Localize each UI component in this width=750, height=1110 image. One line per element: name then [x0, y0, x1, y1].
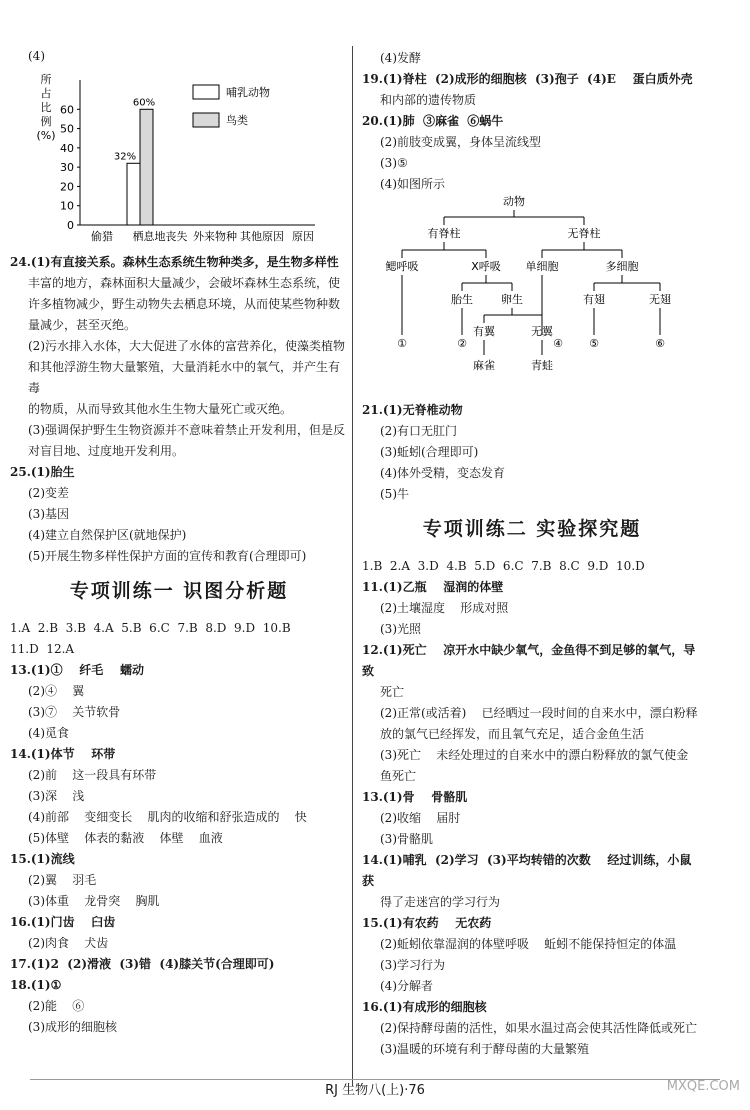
answer-line: 和其他浮游生物大量繁殖，大量消耗水中的氧气，并产生有毒 — [28, 360, 341, 395]
tree-node: X呼吸 — [471, 260, 501, 273]
page-footer: RJ 生物八(上)·76 — [325, 1082, 425, 1098]
answer-line: (3)体重 龙骨突 胸肌 — [28, 893, 160, 908]
answer-line: 13.(1)骨 骨骼肌 — [362, 789, 468, 804]
answer-line: 1.A 2.B 3.B 4.A 5.B 6.C 7.B 8.D 9.D 10.B — [10, 620, 291, 635]
answer-line: (5)开展生物多样性保护方面的宣传和教育(合理即可) — [28, 549, 307, 563]
data-label: 32% — [113, 151, 137, 163]
answer-line: 16.(1)门齿 臼齿 — [10, 914, 116, 929]
answer-line: (2)能 ⑥ — [28, 998, 85, 1013]
tree-node: 胎生 — [451, 293, 473, 306]
answer-line: 24.(1)有直接关系。森林生态系统生物种类多，是生物多样性 — [10, 255, 339, 269]
classification-tree — [362, 195, 702, 395]
answer-line: (3)深 浅 — [28, 788, 85, 803]
y-tick-label: 10 — [60, 199, 74, 213]
answer-line: (2)正常(或活着) 已经晒过一段时间的自来水中，漂白粉释 — [380, 705, 698, 720]
tree-node: 单细胞 — [525, 260, 559, 273]
answer-line: (3)强调保护野生生物资源并不意味着禁止开发利用，但是反 — [28, 423, 346, 437]
answer-line: (2)变差 — [28, 486, 69, 500]
answer-line: (4)体外受精，变态发育 — [380, 466, 505, 480]
data-label: 60% — [132, 97, 156, 109]
x-tick-label: 栖息地丧失 — [132, 230, 188, 243]
answer-line: (3)温暖的环境有利于酵母菌的大量繁殖 — [380, 1041, 589, 1056]
tree-leaf: ② — [457, 337, 467, 350]
answer-line: 13.(1)① 纤毛 蠕动 — [10, 662, 145, 677]
watermark: MXQE.COM — [666, 1078, 740, 1094]
answer-line: 25.(1)胎生 — [10, 465, 75, 479]
answer-line: 放的氯气已经挥发，而且氧气充足，适合金鱼生活 — [380, 726, 645, 741]
answer-line: 14.(1)体节 环带 — [10, 746, 116, 761]
tree-node: 有翼 — [473, 325, 495, 338]
answer-line: 17.(1)2 (2)滑液 (3)错 (4)膝关节(合理即可) — [10, 956, 275, 971]
y-tick-label: 40 — [60, 141, 74, 155]
bar-mammal — [127, 163, 140, 225]
answer-line: 的物质，从而导致其他水生生物大量死亡或灭绝。 — [28, 402, 293, 416]
answer-line: 对盲目地、过度地开发利用。 — [28, 444, 185, 458]
answer-line: (2)土壤湿度 形成对照 — [380, 600, 509, 615]
answer-line: (3)骨骼肌 — [380, 831, 433, 846]
answer-line: (4)分解者 — [380, 978, 433, 993]
legend-swatch-mammal — [193, 85, 219, 99]
answer-line: (2)翼 羽毛 — [28, 872, 97, 887]
answer-line: (2)保持酵母菌的活性，如果水温过高会使其活性降低或死亡 — [380, 1020, 698, 1035]
legend-label: 鸟类 — [226, 114, 248, 127]
tree-root: 动物 — [503, 195, 525, 208]
answer-line: (4)觅食 — [28, 725, 69, 740]
answer-line: (4)前部 变细变长 肌肉的收缩和舒张造成的 快 — [28, 809, 307, 824]
answer-line: (4)发酵 — [380, 51, 421, 65]
answer-line: (3)死亡 未经处理过的自来水中的漂白粉释放的氯气使金 — [380, 747, 689, 762]
right-answers-2 — [362, 400, 702, 505]
tree-node: 卵生 — [501, 293, 523, 306]
section-title-2: 专项训练二 实验探究题 — [422, 518, 642, 540]
answer-line: 得了走迷宫的学习行为 — [380, 894, 501, 909]
legend-swatch-bird — [193, 113, 219, 127]
x-tick-label: 其他原因 — [240, 230, 284, 243]
x-tick-label: 原因 — [292, 230, 314, 243]
legend-label: 哺乳动物 — [226, 86, 270, 99]
answer-line: 鱼死亡 — [380, 768, 417, 783]
tree-node: 鳃呼吸 — [385, 260, 419, 273]
left-answers-2 — [10, 618, 348, 1038]
answer-line: 21.(1)无脊椎动物 — [362, 403, 463, 417]
answer-line: 19.(1)脊柱 (2)成形的细胞核 (3)孢子 (4)E 蛋白质外壳 — [362, 72, 693, 86]
answer-line: 18.(1)① — [10, 977, 62, 992]
bar-chart — [10, 67, 340, 247]
q23-label: (4) — [28, 49, 45, 63]
tree-node: 无翼 — [531, 325, 553, 338]
right-answers-3 — [362, 556, 702, 1060]
answer-line: (3)成形的细胞核 — [28, 1019, 117, 1034]
answer-line: (2)收缩 届肘 — [380, 810, 461, 825]
answer-line: 11.(1)乙瓶 湿润的体壁 — [362, 579, 504, 594]
y-tick-label: 30 — [60, 161, 74, 175]
tree-node: 无脊柱 — [567, 227, 601, 240]
answer-line: 15.(1)有农药 无农药 — [362, 915, 492, 930]
left-answers — [10, 252, 348, 567]
column-divider — [352, 46, 353, 1086]
answer-line: 14.(1)哺乳 (2)学习 (3)平均转错的次数 经过训练，小鼠获 — [362, 852, 692, 888]
left-column — [10, 48, 348, 1038]
answer-line: 量减少，甚至灭绝。 — [28, 318, 137, 332]
answer-line: 死亡 — [380, 684, 405, 699]
right-column — [362, 48, 702, 1060]
bar-bird — [140, 109, 153, 225]
answer-line: (3)基因 — [28, 507, 69, 521]
tree-leaf: ⑥ — [655, 337, 665, 350]
answer-line: (2)有口无肛门 — [380, 424, 457, 438]
answer-line: 15.(1)流线 — [10, 851, 75, 866]
y-axis-label: (%) — [36, 129, 56, 142]
answer-line: 16.(1)有成形的细胞核 — [362, 999, 487, 1014]
tree-leaf: ④ — [553, 337, 563, 350]
answer-line: (2)前肢变成翼，身体呈流线型 — [380, 135, 541, 149]
tree-leaf: ⑤ — [589, 337, 599, 350]
answer-line: 许多植物减少，野生动物失去栖息环境，从而使某些物种数 — [28, 297, 341, 311]
answer-line: 12.(1)死亡 凉开水中缺少氧气，金鱼得不到足够的氧气，导致 — [362, 642, 696, 678]
y-axis-label: 所 — [40, 73, 52, 86]
right-answers — [362, 48, 702, 195]
answer-line: (2)肉食 犬齿 — [28, 935, 109, 950]
answer-line: (3)蚯蚓(合理即可) — [380, 445, 479, 459]
tree-leaf: ① — [397, 337, 407, 350]
answer-line: 1.B 2.A 3.D 4.B 5.D 6.C 7.B 8.C 9.D 10.D — [362, 558, 645, 573]
y-tick-label: 50 — [60, 122, 74, 136]
tree-node: 有脊柱 — [427, 227, 461, 240]
y-axis-label: 占 — [40, 87, 52, 100]
answer-line: (2)蚯蚓依靠湿润的体壁呼吸 蚯蚓不能保持恒定的体温 — [380, 936, 677, 951]
answer-line: (2)前 这一段具有环带 — [28, 767, 157, 782]
y-axis-label: 例 — [40, 115, 52, 128]
y-tick-label: 0 — [67, 219, 74, 232]
answer-line: (5)体壁 体表的黏液 体壁 血液 — [28, 830, 223, 845]
answer-line: (3)⑤ — [380, 156, 408, 170]
x-tick-label: 外来物种 — [193, 230, 237, 243]
y-tick-label: 20 — [60, 180, 74, 194]
answer-line: (4)如图所示 — [380, 177, 445, 191]
tree-node: 无翅 — [649, 293, 671, 306]
answer-line: (2)④ 翼 — [28, 683, 85, 698]
answer-line: (3)光照 — [380, 621, 421, 636]
answer-line: 11.D 12.A — [10, 641, 75, 656]
x-tick-label: 偷猎 — [91, 230, 113, 243]
tree-node: 多细胞 — [605, 260, 639, 273]
tree-node: 青蛙 — [531, 359, 553, 372]
answer-line: (4)建立自然保护区(就地保护) — [28, 528, 187, 542]
answer-line: (2)污水排入水体，大大促进了水体的富营养化，使藻类植物 — [28, 339, 346, 353]
y-tick-label: 60 — [60, 103, 74, 117]
answer-line: (3)⑦ 关节软骨 — [28, 704, 121, 719]
tree-node: 麻雀 — [473, 359, 495, 372]
tree-node: 有翅 — [583, 293, 605, 306]
section-title-1: 专项训练一 识图分析题 — [69, 580, 289, 602]
answer-line: (3)学习行为 — [380, 957, 445, 972]
answer-line: 20.(1)肺 ③麻雀 ⑥蜗牛 — [362, 114, 504, 128]
answer-line: 和内部的遗传物质 — [380, 93, 477, 107]
y-axis-label: 比 — [40, 101, 52, 114]
answer-line: (5)牛 — [380, 487, 409, 501]
answer-line: 丰富的地方，森林面积大量减少，会破坏森林生态系统，使 — [28, 276, 341, 290]
